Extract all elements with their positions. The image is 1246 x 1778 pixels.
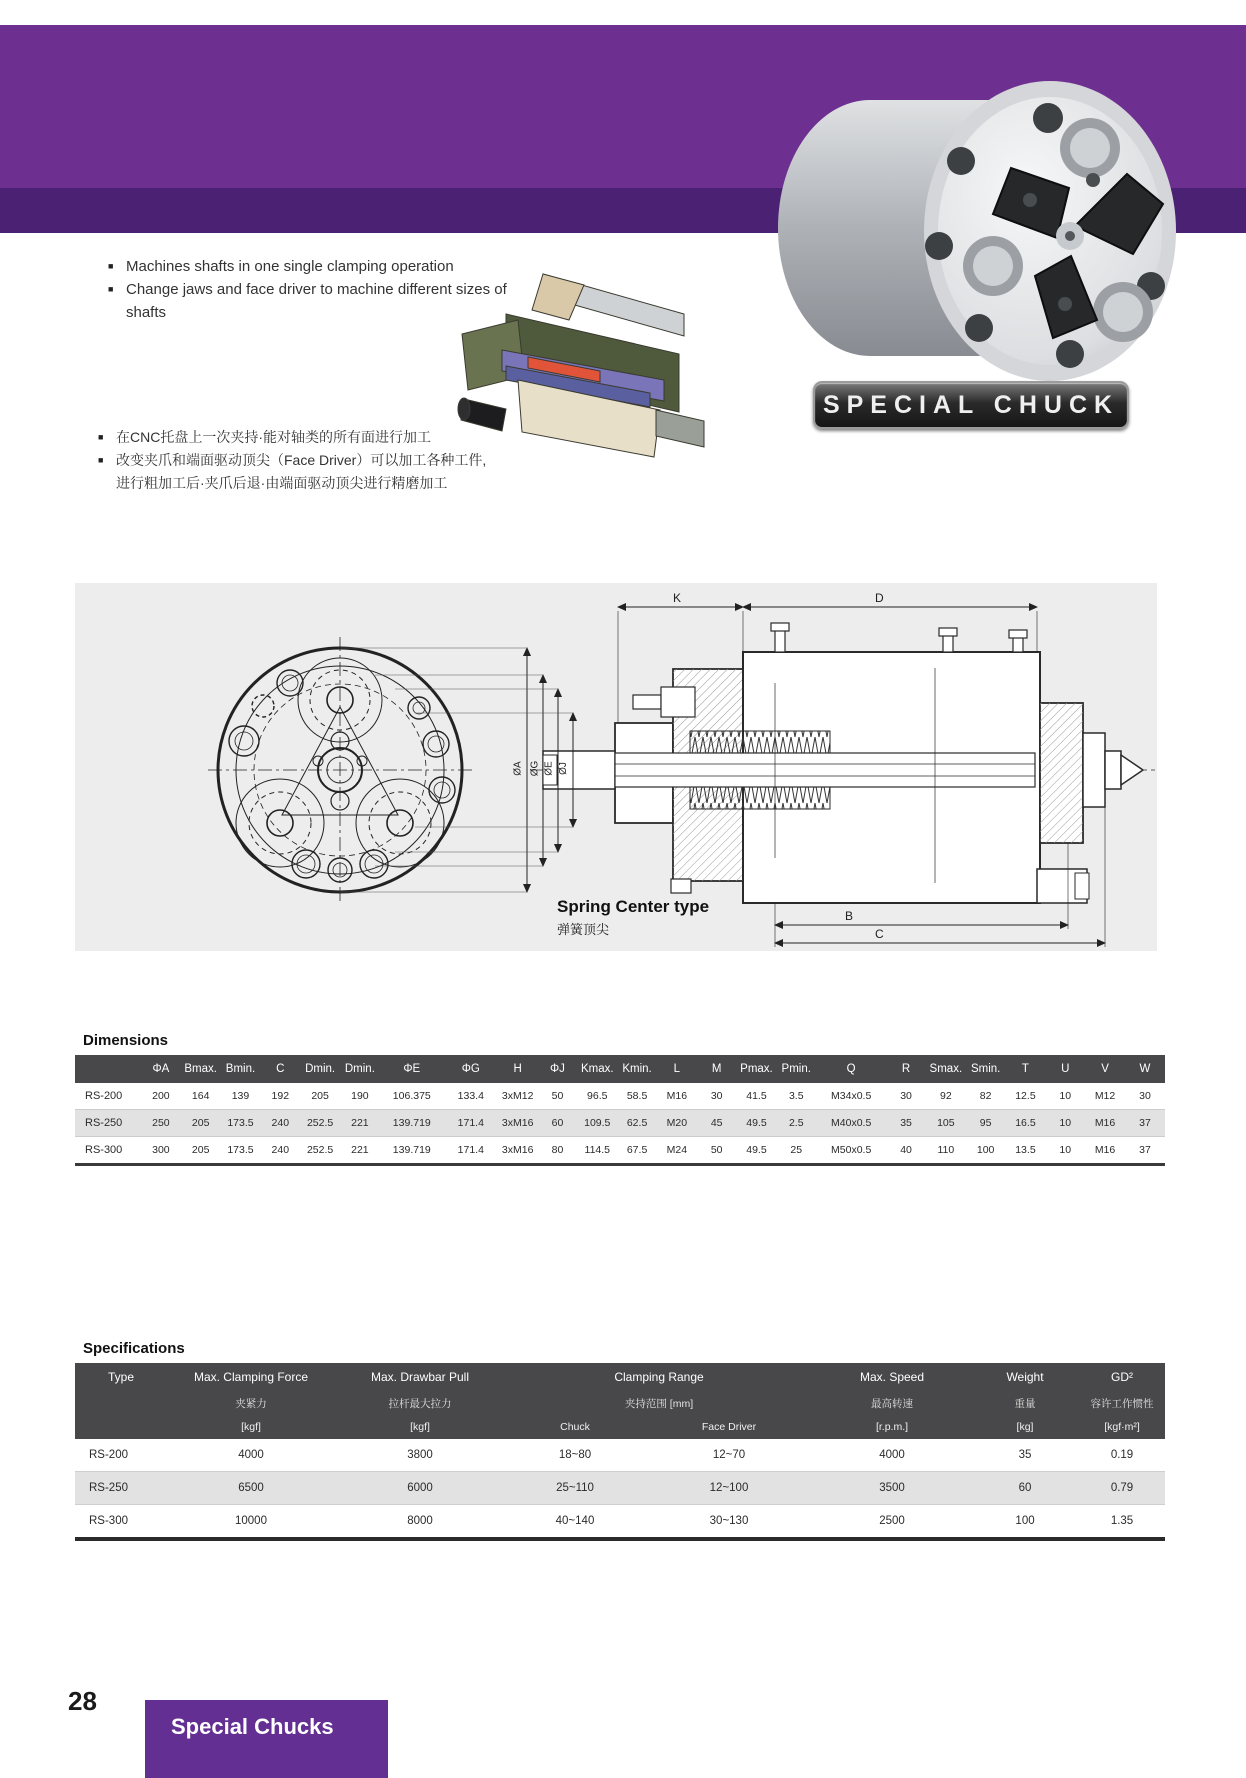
cell: 40 <box>886 1137 926 1165</box>
col-clamping-range: Clamping Range <box>505 1363 813 1391</box>
dim-column-header: Bmin. <box>221 1055 261 1083</box>
dimensions-title: Dimensions <box>83 1032 169 1049</box>
cell: 3800 <box>335 1439 505 1472</box>
cell: 252.5 <box>300 1137 340 1165</box>
dim-label-phi-j: ØJ <box>557 762 569 775</box>
cell: M50x0.5 <box>816 1137 886 1165</box>
col-clamping-range-cn: 夹持范围 [mm] <box>505 1391 813 1415</box>
dim-label-phi-g: ØG <box>529 760 541 777</box>
subcol-chuck: Chuck <box>505 1415 645 1439</box>
drawing-caption-cn: 弹簧顶尖 <box>557 922 610 937</box>
cell: 4000 <box>813 1439 971 1472</box>
cell: 45 <box>697 1110 737 1137</box>
footer-tab <box>145 1700 388 1778</box>
dim-label-k: K <box>673 591 682 605</box>
dim-column-header: Kmax. <box>577 1055 617 1083</box>
cell: M40x0.5 <box>816 1110 886 1137</box>
cell: 110 <box>926 1137 966 1165</box>
cell: 0.19 <box>1079 1439 1165 1472</box>
table-row <box>75 1137 1165 1165</box>
dim-column-header: ΦE <box>380 1055 444 1083</box>
dim-column-header: ΦJ <box>538 1055 578 1083</box>
cell: 164 <box>181 1083 221 1110</box>
cell: 2.5 <box>776 1110 816 1137</box>
dimensions-table <box>75 1055 1165 1166</box>
chuck-body-illustration <box>778 81 1176 381</box>
unit-kgf: [kgf] <box>335 1415 505 1439</box>
dim-column-header: H <box>498 1055 538 1083</box>
dim-column-header: Pmax. <box>737 1055 777 1083</box>
row-header: RS-200 <box>75 1439 167 1472</box>
page-number: 28 <box>68 1686 97 1716</box>
dim-label-b: B <box>845 909 854 923</box>
cell: 3xM16 <box>498 1137 538 1165</box>
table-row <box>75 1110 1165 1137</box>
dim-column-header: U <box>1045 1055 1085 1083</box>
specifications-title: Specifications <box>83 1340 185 1357</box>
cell: 221 <box>340 1110 380 1137</box>
col-type: Type <box>75 1363 167 1439</box>
dimensions-section <box>75 1032 1165 1166</box>
cell: 30 <box>1125 1083 1165 1110</box>
specifications-section <box>75 1340 1165 1541</box>
dim-label-phi-e: ØE <box>543 761 555 776</box>
cell: 8000 <box>335 1505 505 1540</box>
table-row <box>75 1083 1165 1110</box>
cell: 37 <box>1125 1137 1165 1165</box>
cell: 0.79 <box>1079 1472 1165 1505</box>
cell: 10 <box>1045 1110 1085 1137</box>
dim-column-header: W <box>1125 1055 1165 1083</box>
cell: 173.5 <box>221 1110 261 1137</box>
cell: 300 <box>141 1137 181 1165</box>
cell: 100 <box>971 1505 1079 1540</box>
product-photo <box>735 76 1217 386</box>
badge-label: SPECIAL CHUCK <box>822 390 1120 419</box>
cell: 60 <box>538 1110 578 1137</box>
dim-column-header: R <box>886 1055 926 1083</box>
cell: M16 <box>1085 1137 1125 1165</box>
dim-column-header: Kmin. <box>617 1055 657 1083</box>
cell: 171.4 <box>444 1137 498 1165</box>
col-max-speed: Max. Speed <box>813 1363 971 1391</box>
dim-column-header: V <box>1085 1055 1125 1083</box>
cell: 3.5 <box>776 1083 816 1110</box>
cell: 35 <box>886 1110 926 1137</box>
cell: 30 <box>697 1083 737 1110</box>
cell: 10000 <box>167 1505 335 1540</box>
row-header: RS-250 <box>75 1110 141 1137</box>
drawing-panel <box>75 583 1157 951</box>
list-item: ■ Change jaws and face driver to machine different sizes of shafts <box>108 278 528 324</box>
dim-column-header: ΦA <box>141 1055 181 1083</box>
cell: 58.5 <box>617 1083 657 1110</box>
table-row <box>75 1472 1165 1505</box>
cell: M24 <box>657 1137 697 1165</box>
dim-column-header <box>75 1055 141 1083</box>
row-header: RS-300 <box>75 1137 141 1165</box>
cell: 30~130 <box>645 1505 813 1540</box>
cell: 37 <box>1125 1110 1165 1137</box>
cell: 250 <box>141 1110 181 1137</box>
dim-column-header: Bmax. <box>181 1055 221 1083</box>
specs-header-units <box>75 1415 1165 1439</box>
col-gd2-cn: 容许工作惯性 <box>1079 1391 1165 1415</box>
cell: 3xM12 <box>498 1083 538 1110</box>
cell: 25 <box>776 1137 816 1165</box>
footer-section-label: Special Chucks <box>171 1714 334 1739</box>
cell: 100 <box>966 1137 1006 1165</box>
cell: 205 <box>181 1137 221 1165</box>
specs-header-en <box>75 1363 1165 1391</box>
subcol-face-driver: Face Driver <box>645 1415 813 1439</box>
technical-drawing <box>75 583 1157 951</box>
cell: 139.719 <box>380 1137 444 1165</box>
cell: 49.5 <box>737 1137 777 1165</box>
dim-column-header: Dmin. <box>340 1055 380 1083</box>
cell: 12.5 <box>1006 1083 1046 1110</box>
cell: 50 <box>697 1137 737 1165</box>
cell: 3xM16 <box>498 1110 538 1137</box>
dim-column-header: Smin. <box>966 1055 1006 1083</box>
cell: 96.5 <box>577 1083 617 1110</box>
cell: 40~140 <box>505 1505 645 1540</box>
drawing-caption: Spring Center type <box>557 897 710 916</box>
cell: 109.5 <box>577 1110 617 1137</box>
front-view-drawing <box>208 637 473 905</box>
dim-column-header: Pmin. <box>776 1055 816 1083</box>
cell: 2500 <box>813 1505 971 1540</box>
dim-label-d: D <box>875 591 884 605</box>
cell: 92 <box>926 1083 966 1110</box>
dim-column-header: Dmin. <box>300 1055 340 1083</box>
cell: 139.719 <box>380 1110 444 1137</box>
cell: 60 <box>971 1472 1079 1505</box>
row-header: RS-300 <box>75 1505 167 1540</box>
cell: 25~110 <box>505 1472 645 1505</box>
cell: 205 <box>300 1083 340 1110</box>
dim-column-header: L <box>657 1055 697 1083</box>
dim-label-phi-a: ØA <box>512 761 524 776</box>
cell: 240 <box>260 1110 300 1137</box>
cell: 41.5 <box>737 1083 777 1110</box>
unit-rpm: [r.p.m.] <box>813 1415 971 1439</box>
specs-table <box>75 1363 1165 1541</box>
cell: 10 <box>1045 1137 1085 1165</box>
dim-column-header: ΦG <box>444 1055 498 1083</box>
row-header: RS-200 <box>75 1083 141 1110</box>
cell: 252.5 <box>300 1110 340 1137</box>
cell: M16 <box>657 1083 697 1110</box>
cell: 240 <box>260 1137 300 1165</box>
cell: 1.35 <box>1079 1505 1165 1540</box>
cell: M34x0.5 <box>816 1083 886 1110</box>
cell: 10 <box>1045 1083 1085 1110</box>
col-drawbar-pull-cn: 拉杆最大拉力 <box>335 1391 505 1415</box>
cell: M20 <box>657 1110 697 1137</box>
specs-header-cn <box>75 1391 1165 1415</box>
cell: 95 <box>966 1110 1006 1137</box>
cell: 173.5 <box>221 1137 261 1165</box>
col-clamping-force-cn: 夹紧力 <box>167 1391 335 1415</box>
col-weight: Weight <box>971 1363 1079 1391</box>
unit-kgfm2: [kgf·m²] <box>1079 1415 1165 1439</box>
cell: 18~80 <box>505 1439 645 1472</box>
cell: 49.5 <box>737 1110 777 1137</box>
cell: M16 <box>1085 1110 1125 1137</box>
list-item: ■ Machines shafts in one single clamping operation <box>108 255 528 278</box>
cell: 62.5 <box>617 1110 657 1137</box>
cell: 82 <box>966 1083 1006 1110</box>
dim-column-header: T <box>1006 1055 1046 1083</box>
cell: 50 <box>538 1083 578 1110</box>
cell: 30 <box>886 1083 926 1110</box>
col-max-speed-cn: 最高转速 <box>813 1391 971 1415</box>
table-row <box>75 1505 1165 1540</box>
dim-column-header: Smax. <box>926 1055 966 1083</box>
cell: 6500 <box>167 1472 335 1505</box>
list-item: ■ 改变夹爪和端面驱动顶尖（Face Driver）可以加工各种工件,进行粗加工后·夹爪后退·由端面驱动顶尖进行精磨加工 <box>98 449 490 495</box>
dim-column-header: C <box>260 1055 300 1083</box>
cell: 171.4 <box>444 1110 498 1137</box>
cell: 133.4 <box>444 1083 498 1110</box>
dim-label-c: C <box>875 927 884 941</box>
cell: 16.5 <box>1006 1110 1046 1137</box>
cell: 106.375 <box>380 1083 444 1110</box>
col-clamping-force: Max. Clamping Force <box>167 1363 335 1391</box>
dimensions-header-row <box>75 1055 1165 1083</box>
cell: 6000 <box>335 1472 505 1505</box>
cell: 13.5 <box>1006 1137 1046 1165</box>
cell: 67.5 <box>617 1137 657 1165</box>
cell: 4000 <box>167 1439 335 1472</box>
unit-kgf: [kgf] <box>167 1415 335 1439</box>
cell: 12~100 <box>645 1472 813 1505</box>
cell: 205 <box>181 1110 221 1137</box>
dim-column-header: M <box>697 1055 737 1083</box>
col-drawbar-pull: Max. Drawbar Pull <box>335 1363 505 1391</box>
cell: 192 <box>260 1083 300 1110</box>
cell: 190 <box>340 1083 380 1110</box>
cell: 139 <box>221 1083 261 1110</box>
cell: 221 <box>340 1137 380 1165</box>
cell: 114.5 <box>577 1137 617 1165</box>
special-chuck-badge <box>813 381 1129 429</box>
cell: 80 <box>538 1137 578 1165</box>
cell: 35 <box>971 1439 1079 1472</box>
feature-list-cn <box>98 426 490 495</box>
dim-column-header: Q <box>816 1055 886 1083</box>
section-view-drawing <box>530 623 1155 903</box>
table-row <box>75 1439 1165 1472</box>
cell: 200 <box>141 1083 181 1110</box>
cell: 12~70 <box>645 1439 813 1472</box>
cutaway-illustration <box>448 260 710 470</box>
col-weight-cn: 重量 <box>971 1391 1079 1415</box>
cell: 105 <box>926 1110 966 1137</box>
cell: M12 <box>1085 1083 1125 1110</box>
list-item: ■ 在CNC托盘上一次夹持·能对轴类的所有面进行加工 <box>98 426 490 449</box>
col-gd2: GD² <box>1079 1363 1165 1391</box>
row-header: RS-250 <box>75 1472 167 1505</box>
cell: 3500 <box>813 1472 971 1505</box>
unit-kg: [kg] <box>971 1415 1079 1439</box>
